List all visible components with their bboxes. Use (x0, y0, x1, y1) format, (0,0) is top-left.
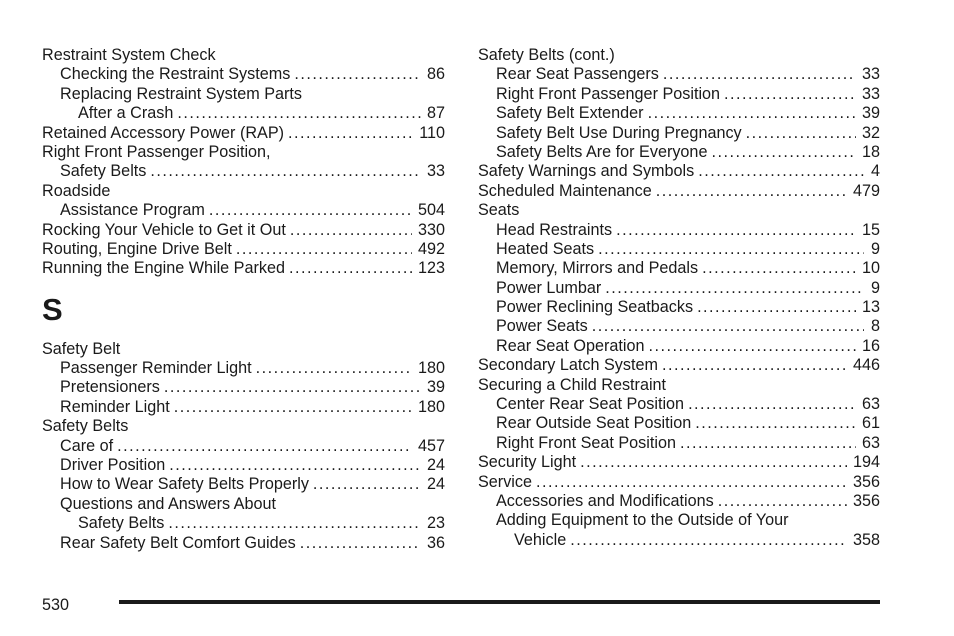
index-entry-text: Rocking Your Vehicle to Get it Out (42, 220, 286, 239)
index-entry (42, 437, 445, 456)
index-entry (478, 65, 880, 84)
index-entry (478, 124, 880, 143)
index-entry-page: 87 (426, 104, 445, 123)
index-entry (478, 395, 880, 414)
index-entry-page: 23 (426, 514, 445, 533)
index-entry (478, 434, 880, 453)
index-entry-page: 194 (852, 453, 880, 472)
dot-leader (616, 221, 856, 240)
index-entry-page: 10 (861, 259, 880, 278)
dot-leader (150, 162, 421, 181)
index-entry (478, 162, 880, 181)
index-entry (478, 104, 880, 123)
index-entry (42, 534, 445, 553)
dot-leader (688, 395, 856, 414)
dot-leader (168, 514, 421, 533)
index-entry-page: 356 (852, 491, 880, 510)
index-entry (42, 398, 445, 417)
index-entry-text: Security Light (478, 453, 577, 472)
index-entry-page: 15 (861, 220, 880, 239)
dot-leader (592, 317, 864, 336)
index-entry (478, 221, 880, 240)
index-entry-text: Driver Position (60, 456, 166, 475)
index-entry (42, 182, 445, 201)
dot-leader (536, 473, 847, 492)
index-entry-text: Adding Equipment to the Outside of Your (496, 511, 789, 530)
index-entry-page: 63 (861, 433, 880, 452)
index-entry-text: Pretensioners (60, 378, 160, 397)
index-entry-text: Reminder Light (60, 397, 170, 416)
index-entry (478, 414, 880, 433)
dot-leader (695, 414, 856, 433)
index-entry (42, 104, 445, 123)
dot-leader (288, 124, 413, 143)
index-entry-text: Running the Engine While Parked (42, 259, 285, 278)
index-entry-text: Assistance Program (60, 201, 205, 220)
index-entry (42, 456, 445, 475)
index-entry (42, 359, 445, 378)
index-entry-text: Safety Warnings and Symbols (478, 162, 695, 181)
index-entry-page: 446 (852, 356, 880, 375)
index-entry (478, 182, 880, 201)
index-entry-text: How to Wear Safety Belts Properly (60, 475, 309, 494)
index-entry-page: 33 (426, 162, 445, 181)
index-entry (478, 473, 880, 492)
index-entry-page: 123 (417, 259, 445, 278)
index-entry-text: Rear Safety Belt Comfort Guides (60, 533, 296, 552)
index-entry (478, 85, 880, 104)
index-entry-text: Rear Outside Seat Position (496, 414, 692, 433)
index-entry (478, 240, 880, 259)
index-entry-page: 180 (417, 397, 445, 416)
dot-leader (698, 162, 864, 181)
index-entry-page: 39 (861, 104, 880, 123)
index-entry-text: Checking the Restraint Systems (60, 65, 291, 84)
index-entry (42, 259, 445, 278)
index-entry (478, 453, 880, 472)
index-entry-text: Power Lumbar (496, 278, 602, 297)
dot-leader (174, 398, 412, 417)
dot-leader (209, 201, 412, 220)
dot-leader (256, 359, 412, 378)
dot-leader (313, 475, 421, 494)
index-entry-text: Rear Seat Passengers (496, 65, 659, 84)
index-entry (478, 201, 880, 220)
dot-leader (711, 143, 856, 162)
index-entry-page: 16 (861, 336, 880, 355)
index-entry-page: 110 (419, 123, 445, 142)
index-entry (42, 340, 445, 359)
index-entry-text: Passenger Reminder Light (60, 359, 252, 378)
index-entry-page: 330 (417, 220, 445, 239)
dot-leader (300, 534, 421, 553)
dot-leader (164, 378, 421, 397)
index-entry-text: Vehicle (514, 530, 567, 549)
index-entry-page: 18 (861, 142, 880, 161)
index-entry-page: 9 (870, 239, 880, 258)
index-entry (478, 337, 880, 356)
index-entry-text: Retained Accessory Power (RAP) (42, 123, 285, 142)
index-entry (478, 46, 880, 65)
index-entry-text: Securing a Child Restraint (478, 375, 667, 394)
index-entry-page: 457 (417, 436, 445, 455)
index-entry (42, 162, 445, 181)
dot-leader (294, 65, 421, 84)
index-entry-page: 24 (426, 456, 445, 475)
index-entry-page: 358 (852, 530, 880, 549)
index-entry-text: Safety Belt (42, 339, 121, 358)
index-entry-text: Roadside (42, 181, 111, 200)
dot-leader (570, 531, 847, 550)
index-entry (42, 240, 445, 259)
index-entry (42, 378, 445, 397)
index-entry-text: Service (478, 472, 532, 491)
index-entry-page: 180 (417, 359, 445, 378)
index-entry-text: Head Restraints (496, 220, 613, 239)
index-entry (478, 298, 880, 317)
index-entry (42, 495, 445, 514)
index-entry (42, 221, 445, 240)
index-entry-page: 32 (861, 123, 880, 142)
index-entry-text: Safety Belts (78, 514, 165, 533)
dot-leader (169, 456, 421, 475)
index-entry-page: 8 (870, 317, 880, 336)
index-entry (42, 65, 445, 84)
dot-leader (117, 437, 412, 456)
index-entry-text: Safety Belts (60, 162, 147, 181)
dot-leader (580, 453, 847, 472)
dot-leader (724, 85, 856, 104)
index-entry (42, 85, 445, 104)
index-entry (478, 259, 880, 278)
index-column-right (478, 46, 880, 550)
index-entry (42, 46, 445, 65)
dot-leader (680, 434, 856, 453)
index-entry-text: Heated Seats (496, 239, 595, 258)
index-column-left (42, 46, 445, 553)
index-entry-page: 86 (426, 65, 445, 84)
index-entry-text: Restraint System Check (42, 46, 216, 64)
index-entry-page: 492 (417, 239, 445, 258)
index-entry-text: Center Rear Seat Position (496, 395, 685, 414)
index-entry-text: After a Crash (78, 104, 174, 123)
index-entry (42, 417, 445, 436)
index-entry (42, 143, 445, 162)
index-entry-text: Accessories and Modifications (496, 491, 714, 510)
index-entry-text: Care of (60, 436, 114, 455)
index-entry (478, 143, 880, 162)
index-entry (478, 279, 880, 298)
index-entry (478, 317, 880, 336)
index-entry-text: Power Reclining Seatbacks (496, 298, 694, 317)
index-entry-text: Seats (478, 201, 520, 220)
index-entry (42, 475, 445, 494)
index-entry-text: Secondary Latch System (478, 356, 658, 375)
index-entries-s (42, 340, 445, 553)
index-entry-page: 63 (861, 395, 880, 414)
footer-rule (119, 600, 880, 604)
index-entry-text: Scheduled Maintenance (478, 181, 652, 200)
index-entry (42, 514, 445, 533)
index-entry-text: Safety Belts (42, 417, 129, 436)
index-entries-r (42, 46, 445, 279)
dot-leader (746, 124, 856, 143)
index-entry-page: 504 (417, 201, 445, 220)
index-entry-text: Questions and Answers About (60, 494, 276, 513)
index-entry-page: 9 (870, 278, 880, 297)
dot-leader (656, 182, 847, 201)
dot-leader (702, 259, 856, 278)
dot-leader (598, 240, 864, 259)
dot-leader (236, 240, 412, 259)
index-entry-text: Right Front Seat Position (496, 433, 676, 452)
index-entry-page: 39 (426, 378, 445, 397)
index-entry-page: 13 (861, 298, 880, 317)
dot-leader (648, 337, 856, 356)
dot-leader (718, 492, 847, 511)
index-entry-text: Right Front Passenger Position (496, 84, 721, 103)
dot-leader (290, 221, 412, 240)
index-entry-page: 479 (852, 181, 880, 200)
dot-leader (177, 104, 421, 123)
index-entry-text: Safety Belt Extender (496, 104, 644, 123)
index-entry-page: 33 (861, 84, 880, 103)
index-entry (478, 492, 880, 511)
index-entry-text: Safety Belts (cont.) (478, 46, 615, 64)
index-entry-text: Right Front Passenger Position, (42, 142, 271, 161)
index-entry-page: 4 (870, 162, 880, 181)
index-entry-text: Rear Seat Operation (496, 336, 645, 355)
index-entry (42, 124, 445, 143)
index-entry-text: Memory, Mirrors and Pedals (496, 259, 699, 278)
index-entry (42, 201, 445, 220)
index-entry-page: 61 (861, 414, 880, 433)
dot-leader (648, 104, 856, 123)
index-entry-text: Replacing Restraint System Parts (60, 84, 303, 103)
index-entries-s-continued (478, 46, 880, 550)
index-entry (478, 531, 880, 550)
index-entry-text: Power Seats (496, 317, 588, 336)
index-entry (478, 376, 880, 395)
index-entry-page: 33 (861, 65, 880, 84)
index-entry-text: Safety Belts Are for Everyone (496, 142, 708, 161)
index-entry-page: 24 (426, 475, 445, 494)
index-entry (478, 356, 880, 375)
index-entry-text: Safety Belt Use During Pregnancy (496, 123, 742, 142)
page-number: 530 (42, 596, 70, 614)
index-entry-text: Routing, Engine Drive Belt (42, 239, 232, 258)
index-entry (478, 511, 880, 530)
dot-leader (289, 259, 412, 278)
dot-leader (605, 279, 864, 298)
dot-leader (697, 298, 856, 317)
index-entry-page: 356 (852, 472, 880, 491)
section-letter-heading: S (42, 291, 63, 327)
dot-leader (662, 356, 847, 375)
dot-leader (663, 65, 856, 84)
index-entry-page: 36 (426, 533, 445, 552)
